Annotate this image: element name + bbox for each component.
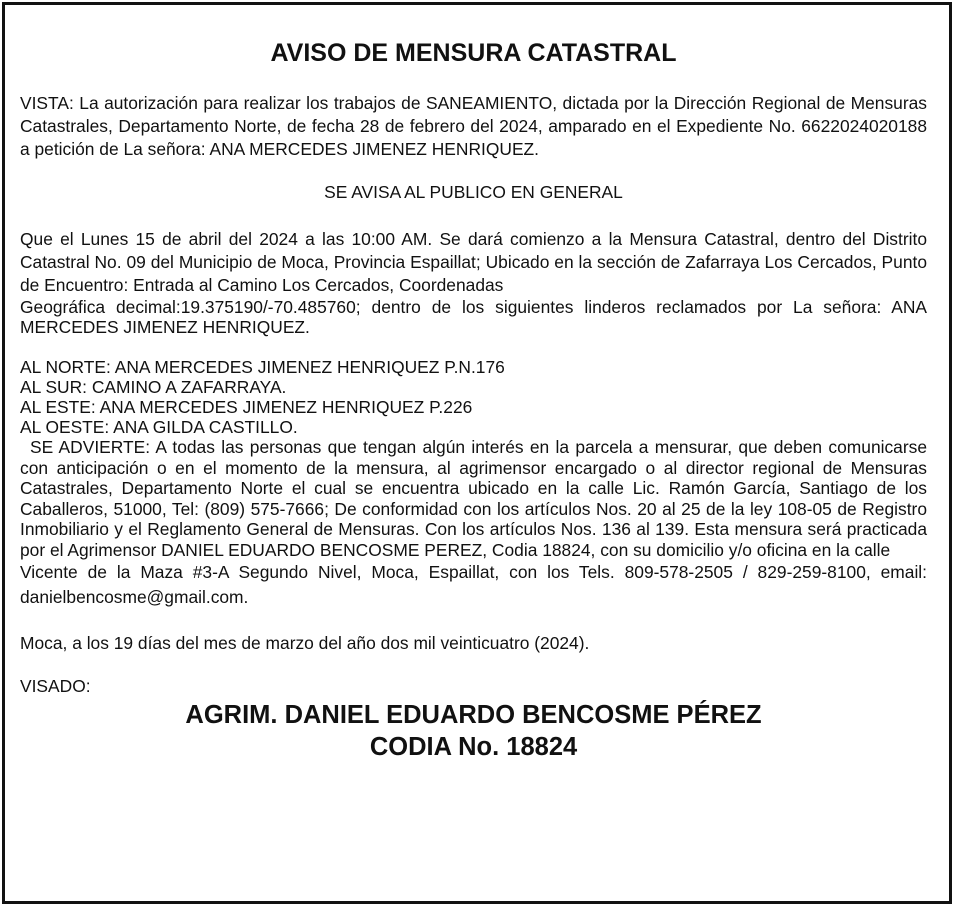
announcement-paragraph-cont [20,297,927,337]
announcement-text-a: Que el Lunes 15 de abril del 2024 a las 10:00 AM. Se dará comienzo a la Mensura Catastral, dentro del Distrito Catastral No. 09 del Municipio de Moca, Provincia Espaillat; Ubicado en la sección de Zafarraya Los Cercados, Punto de Encuentro: Entrada al Camino Los Cercados, Coordenadas [20,229,927,295]
signer-name: AGRIM. DANIEL EDUARDO BENCOSME PÉREZ [185,701,762,729]
visado-label: VISADO: [20,676,91,696]
warning-paragraph-end: Vicente de la Maza #3-A Segundo Nivel, Moca, Espaillat, con los Tels. 809-578-2505 / 829-259-8100, email: danielbencosme@gmail.com. [20,562,927,607]
boundary-east: AL ESTE: ANA MERCEDES JIMENEZ HENRIQUEZ P.226 [20,397,473,417]
boundaries-list [20,357,927,437]
announcement-paragraph [20,228,927,297]
signer-codia: CODIA No. 18824 [369,733,578,761]
notice-title: AVISO DE MENSURA CATASTRAL [270,39,677,67]
date-line: Moca, a los 19 días del mes de marzo del año dos mil veinticuatro (2024). [20,633,590,653]
boundary-north: AL NORTE: ANA MERCEDES JIMENEZ HENRIQUEZ P.N.176 [20,357,505,377]
announcement-text-b: Geográfica decimal:19.375190/-70.485760; dentro de los siguientes linderos reclamados por La señora: ANA MERCEDES JIMENEZ HENRIQUEZ. [20,297,927,337]
spacer [20,337,927,357]
public-notice-heading: SE AVISA AL PUBLICO EN GENERAL [324,182,623,202]
boundary-south: AL SUR: CAMINO A ZAFARRAYA. [20,377,287,397]
boundary-west: AL OESTE: ANA GILDA CASTILLO. [20,417,298,437]
warning-paragraph: SE ADVIERTE: A todas las personas que tengan algún interés en la parcela a mensurar, que deben comunicarse con anticipación o en el momento de la mensura, al agrimensor encargado o al director regional de Mensuras Catastrales, Departamento Norte el cual se encuentra ubicado en la calle Lic. Ramón García, Santiago de los Caballeros, 51000, Tel: (809) 575-7666; De conformidad con los artículos Nos. 20 al 25 de la ley 108-05 de Registro Inmobiliario y el Reglamento General de Mensuras. Con los artículos Nos. 136 al 139. Esta mensura será practicada por el Agrimensor DANIEL EDUARDO BENCOSME PEREZ, Codia 18824, con su domicilio y/o oficina en la calle [20,437,927,560]
vista-paragraph: VISTA: La autorización para realizar los trabajos de SANEAMIENTO, dictada por la Dirección Regional de Mensuras Catastrales, Departamento Norte, de fecha 28 de febrero del 2024, amparado en el Expediente No. 6622024020188 a petición de La señora: ANA MERCEDES JIMENEZ HENRIQUEZ. [20,93,927,159]
notice-body [20,38,927,762]
